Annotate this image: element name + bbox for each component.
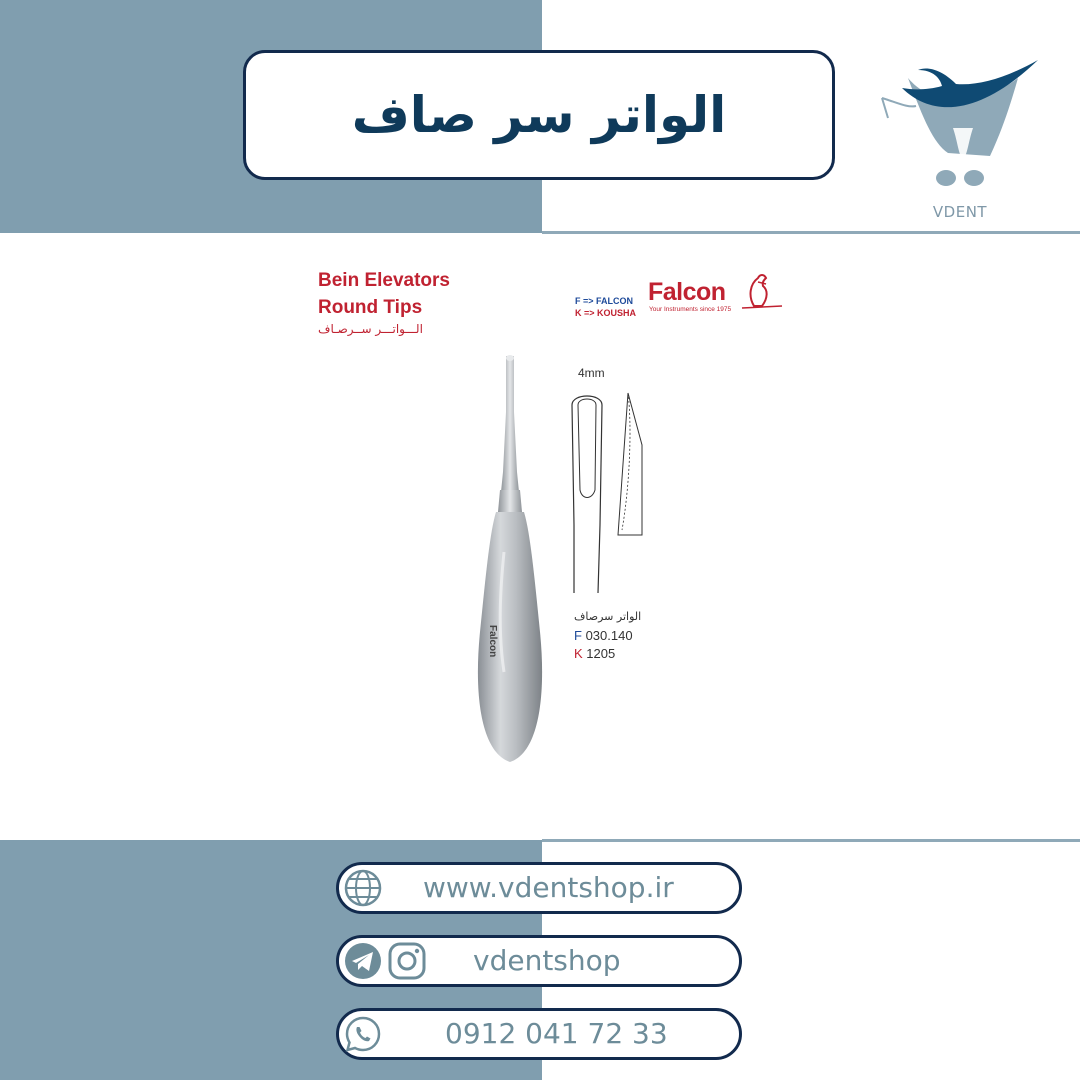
- legend-falcon: F => FALCON: [575, 296, 634, 306]
- footer-divider: [542, 839, 1080, 842]
- vdent-logo-icon: [878, 48, 1043, 198]
- page-title: الواتر سر صاف: [351, 86, 727, 144]
- brand-name: VDENT: [932, 203, 988, 221]
- tip-detail-illustration: [562, 365, 662, 595]
- elevator-instrument-illustration: [470, 352, 550, 764]
- handle-engraving: Falcon: [487, 625, 498, 658]
- social-handle: vdentshop: [473, 944, 621, 977]
- product-title-line2: Round Tips: [318, 297, 423, 318]
- falcon-bird-icon: [740, 272, 784, 312]
- product-title-line1: Bein Elevators: [318, 270, 450, 291]
- title-box: [243, 50, 835, 180]
- product-subtitle: الـــواتـــر ســرصـاف: [318, 322, 423, 336]
- phone-link[interactable]: [336, 1008, 742, 1060]
- whatsapp-icon: [343, 1014, 383, 1054]
- code-f-value: 030.140: [585, 628, 633, 643]
- item-name: الواتر سرصاف: [574, 610, 642, 623]
- code-falcon: [574, 628, 633, 643]
- code-k-prefix: K: [574, 646, 583, 661]
- telegram-icon: [343, 941, 383, 981]
- instagram-icon: [387, 941, 427, 981]
- code-f-prefix: F: [574, 628, 582, 643]
- social-link[interactable]: [336, 935, 742, 987]
- website-link[interactable]: [336, 862, 742, 914]
- tip-size-label: 4mm: [578, 366, 605, 380]
- falcon-brand: Falcon: [648, 278, 726, 306]
- falcon-tagline: Your Instruments since 1975: [649, 306, 732, 313]
- website-text: www.vdentshop.ir: [423, 871, 674, 904]
- legend-kousha: K => KOUSHA: [575, 308, 637, 318]
- code-k-value: 1205: [586, 646, 616, 661]
- code-kousha: [574, 646, 615, 661]
- phone-number: 0912 041 72 33: [445, 1017, 668, 1050]
- header-divider: [542, 231, 1080, 234]
- globe-icon: [343, 868, 383, 908]
